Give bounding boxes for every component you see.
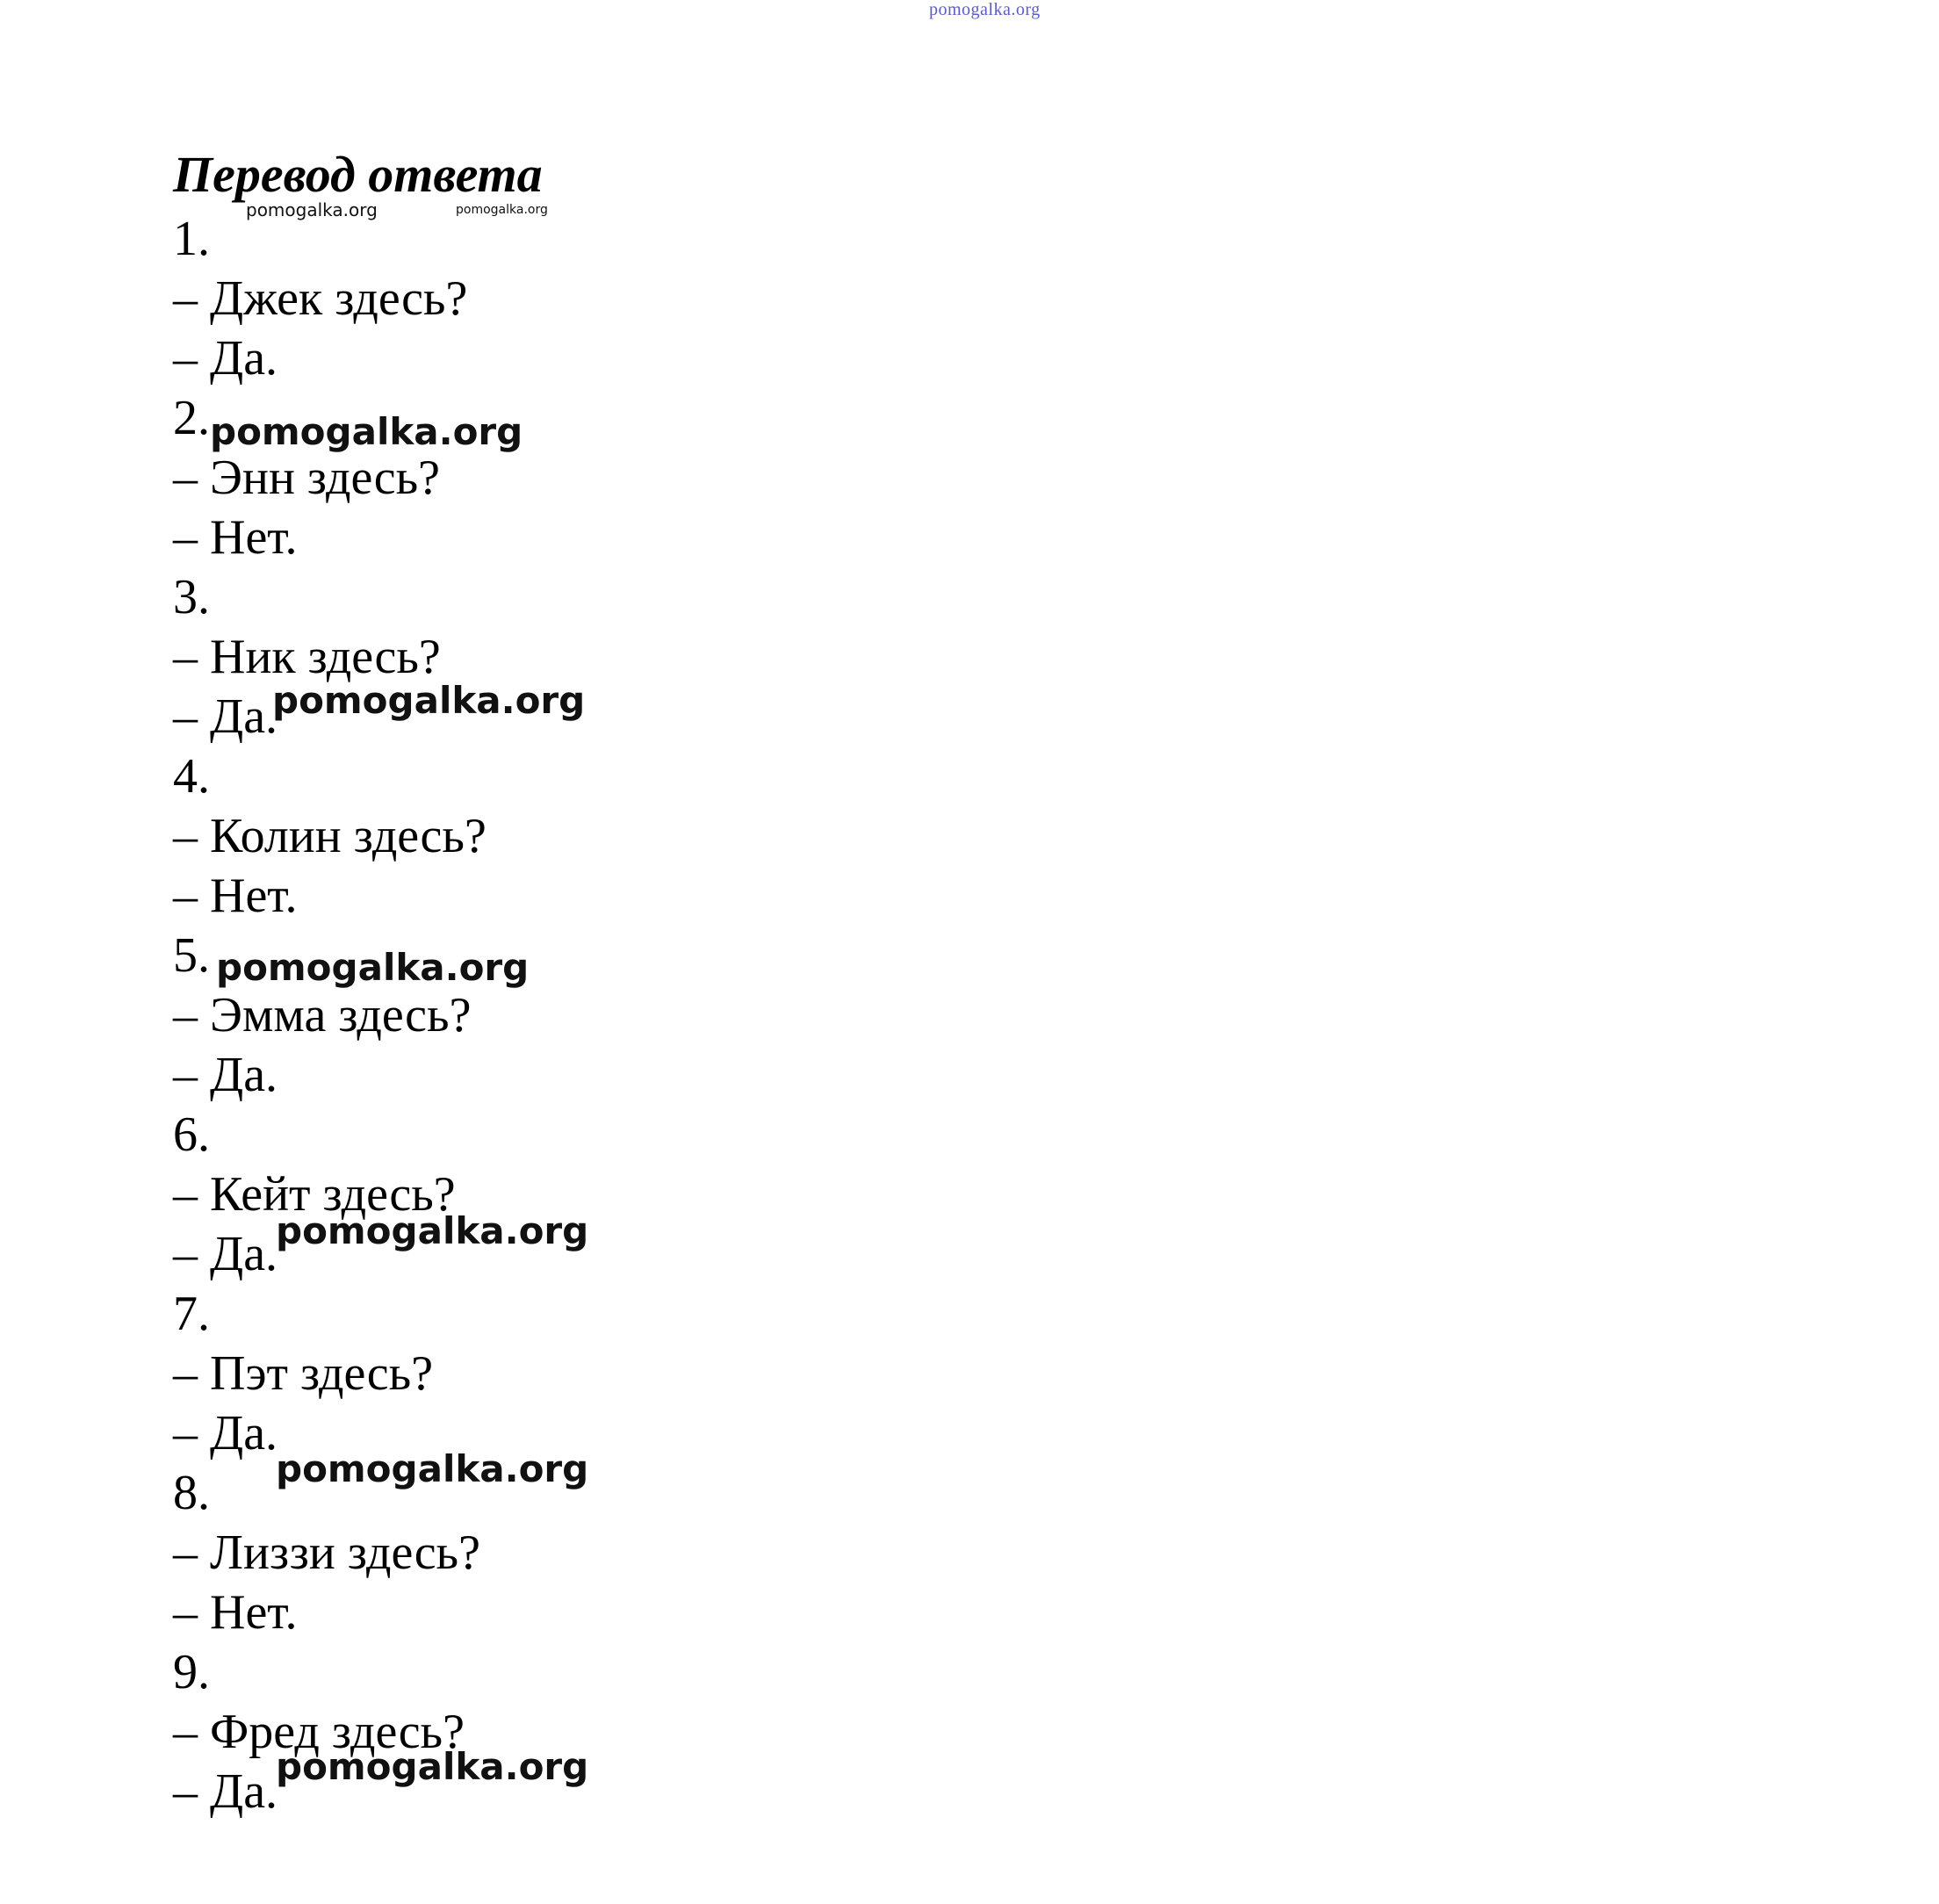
watermark-overlay: pomogalka.org bbox=[272, 679, 586, 722]
watermark-overlay: pomogalka.org bbox=[210, 410, 523, 453]
dialog-line: – Да. bbox=[173, 1227, 278, 1281]
item-number-8: 8. bbox=[173, 1466, 210, 1520]
item-number-2: 2. bbox=[173, 391, 210, 445]
item-number-4: 4. bbox=[173, 749, 210, 804]
dialog-line: – Да. bbox=[173, 1406, 278, 1460]
dialog-line: – Кейт здесь? bbox=[173, 1167, 456, 1222]
watermark-overlay: pomogalka.org bbox=[276, 1209, 589, 1252]
item-number-7: 7. bbox=[173, 1287, 210, 1341]
item-number-6: 6. bbox=[173, 1107, 210, 1162]
dialog-line: – Ник здесь? bbox=[173, 630, 441, 684]
dialog-line: – Колин здесь? bbox=[173, 809, 487, 863]
watermark-title-right: pomogalka.org bbox=[456, 203, 548, 217]
dialog-line: – Энн здесь? bbox=[173, 451, 441, 505]
watermark-overlay: pomogalka.org bbox=[276, 1447, 589, 1490]
dialog-line: – Да. bbox=[173, 331, 278, 386]
dialog-line: – Нет. bbox=[173, 869, 298, 923]
item-number-3: 3. bbox=[173, 570, 210, 624]
dialog-line: – Фред здесь? bbox=[173, 1705, 465, 1759]
dialog-line: – Да. bbox=[173, 1048, 278, 1102]
dialog-line: – Нет. bbox=[173, 510, 298, 565]
watermark-overlay: pomogalka.org bbox=[216, 946, 530, 989]
item-number-5: 5. bbox=[173, 928, 210, 983]
dialog-line: – Эмма здесь? bbox=[173, 988, 472, 1042]
dialog-line: – Пэт здесь? bbox=[173, 1346, 434, 1401]
dialog-line: – Джек здесь? bbox=[173, 271, 468, 326]
dialog-line: – Да. bbox=[173, 689, 278, 744]
dialog-line: – Лиззи здесь? bbox=[173, 1525, 480, 1580]
watermark-overlay: pomogalka.org bbox=[276, 1745, 589, 1788]
page-title: Перевод ответа bbox=[173, 146, 543, 203]
item-number-1: 1. bbox=[173, 212, 210, 266]
watermark-title-left: pomogalka.org bbox=[246, 199, 378, 220]
dialog-line: – Да. bbox=[173, 1764, 278, 1819]
top-watermark: pomogalka.org bbox=[929, 0, 1041, 19]
item-number-9: 9. bbox=[173, 1645, 210, 1699]
dialog-line: – Нет. bbox=[173, 1585, 298, 1640]
